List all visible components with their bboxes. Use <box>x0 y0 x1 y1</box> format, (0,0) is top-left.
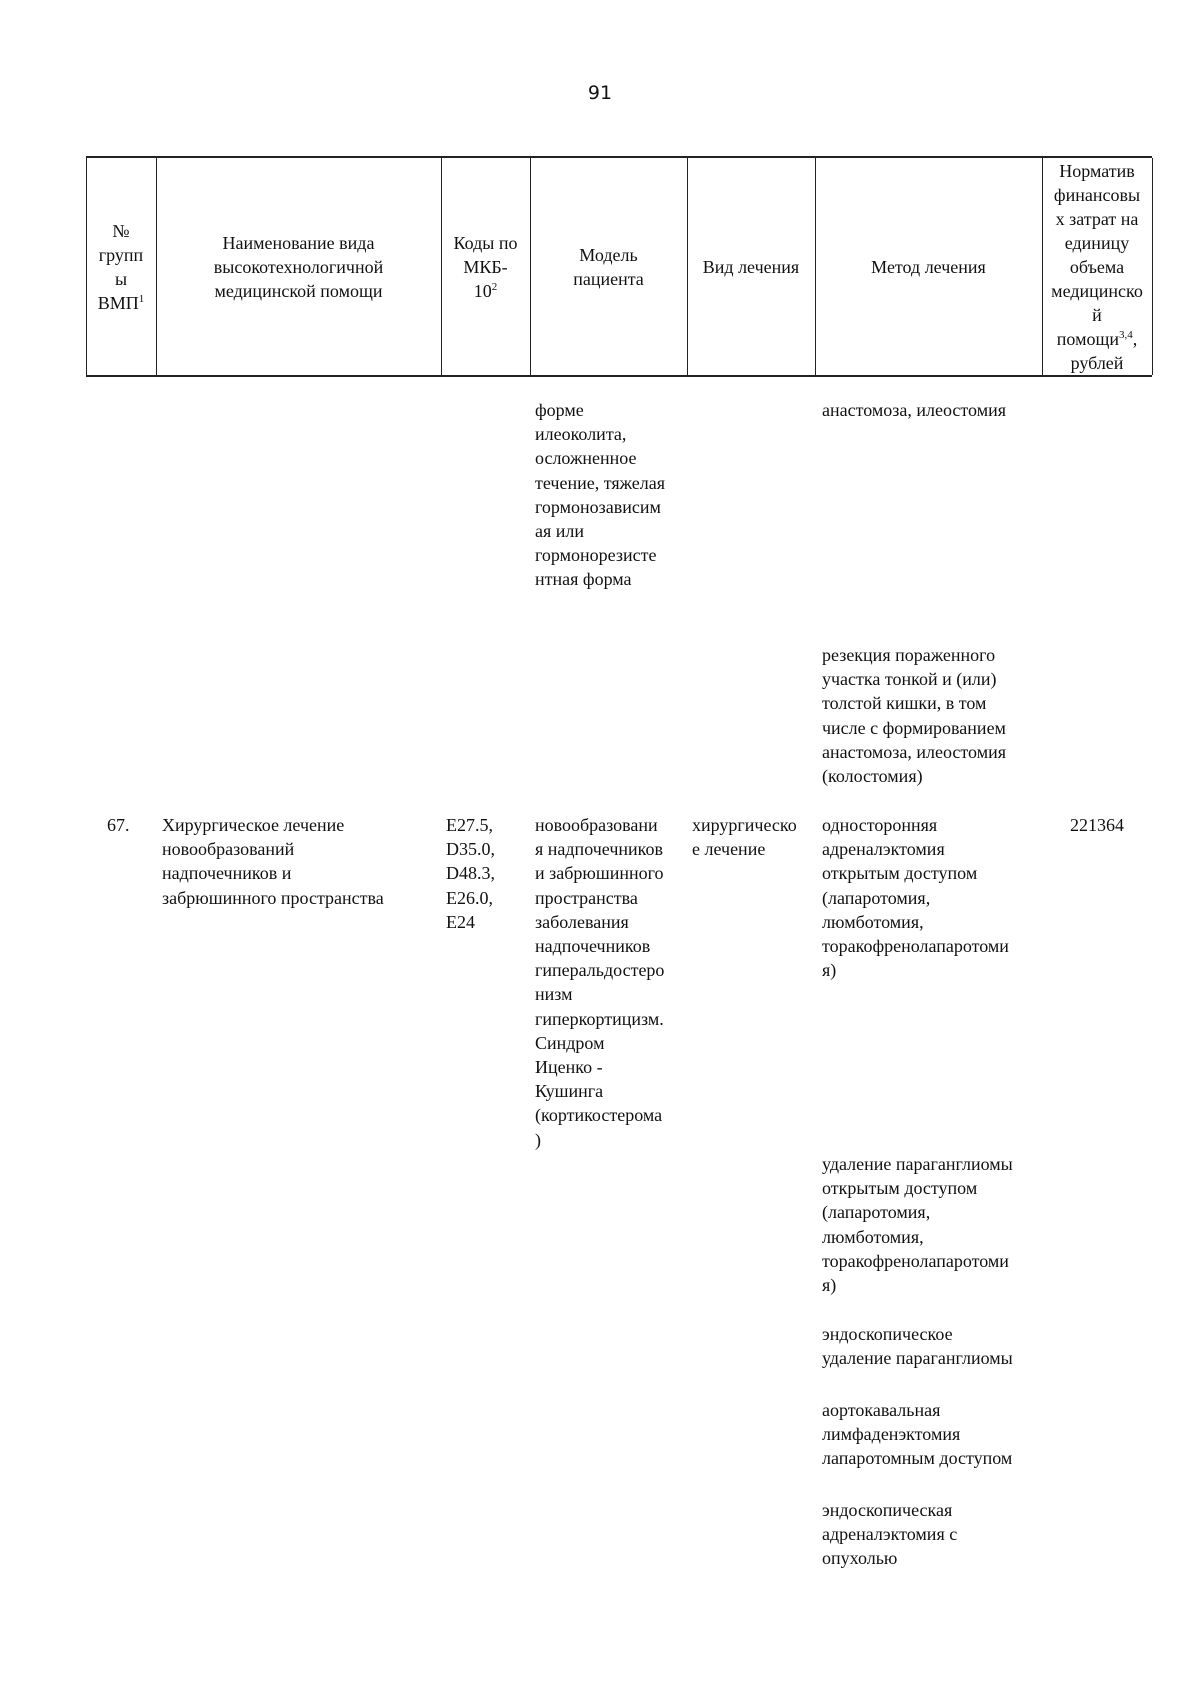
divider <box>1152 158 1153 375</box>
table-header <box>86 156 1152 377</box>
treatment-method: удаление параганглиомы открытым доступом (лапаротомия, люмботомия, торакофренолапаротоми я) <box>822 1154 1013 1296</box>
header-treatment-method: Метод лечения <box>871 256 986 277</box>
page-number: 91 <box>587 82 613 104</box>
header-icd-codes: Коды по МКБ- $10^2$ <box>453 232 518 301</box>
header-treatment-type: Вид лечения <box>702 256 800 277</box>
header-cost-standard: Норматив финансовы х затрат на единицу объема медицинско й помощи$^{3,4}$, рублей <box>1051 160 1143 373</box>
header-group-number: № групп ы ВМП$^1$ <box>97 220 145 313</box>
continuation-method: резекция пораженного участка тонкой и (или) толстой кишки, в том числе с формированием анастомоза, илеостомия (колостомия) <box>822 645 1007 787</box>
patient-model: новообразовани я надпочечников и забрюшинного пространства заболевания надпочечников гиперальдостеро низм гиперкортицизм. Синдром Иценко - Кушинга (кортикостерома ) <box>535 815 665 1150</box>
cost-value: 221364 <box>1070 815 1124 835</box>
treatment-method: аортокавальная лимфаденэктомия лапаротомным доступом <box>822 1400 1013 1469</box>
header-care-type: Наименование вида высокотехнологичной медицинской помощи <box>213 232 384 301</box>
icd-codes: E27.5, D35.0, D48.3, E26.0, E24 <box>446 815 495 932</box>
continuation-patient-model: форме илеоколита, осложненное течение, тяжелая гормонозависим ая или гормонорезисте нтная форма <box>535 400 666 590</box>
header-patient-model: Модель пациента <box>573 244 644 289</box>
continuation-method: анастомоза, илеостомия <box>822 400 1007 420</box>
treatment-type: хирургическо е лечение <box>692 815 797 860</box>
care-type-name: Хирургическое лечение новообразований надпочечников и забрюшинного пространства <box>162 815 384 908</box>
row-number: 67. <box>107 815 130 835</box>
treatment-method: односторонняя адреналэктомия открытым доступом (лапаротомия, люмботомия, торакофренолапаротоми я) <box>822 815 1009 981</box>
treatment-method: эндоскопическая адреналэктомия с опухолью <box>822 1500 958 1569</box>
treatment-method: эндоскопическое удаление параганглиомы <box>822 1324 1013 1369</box>
